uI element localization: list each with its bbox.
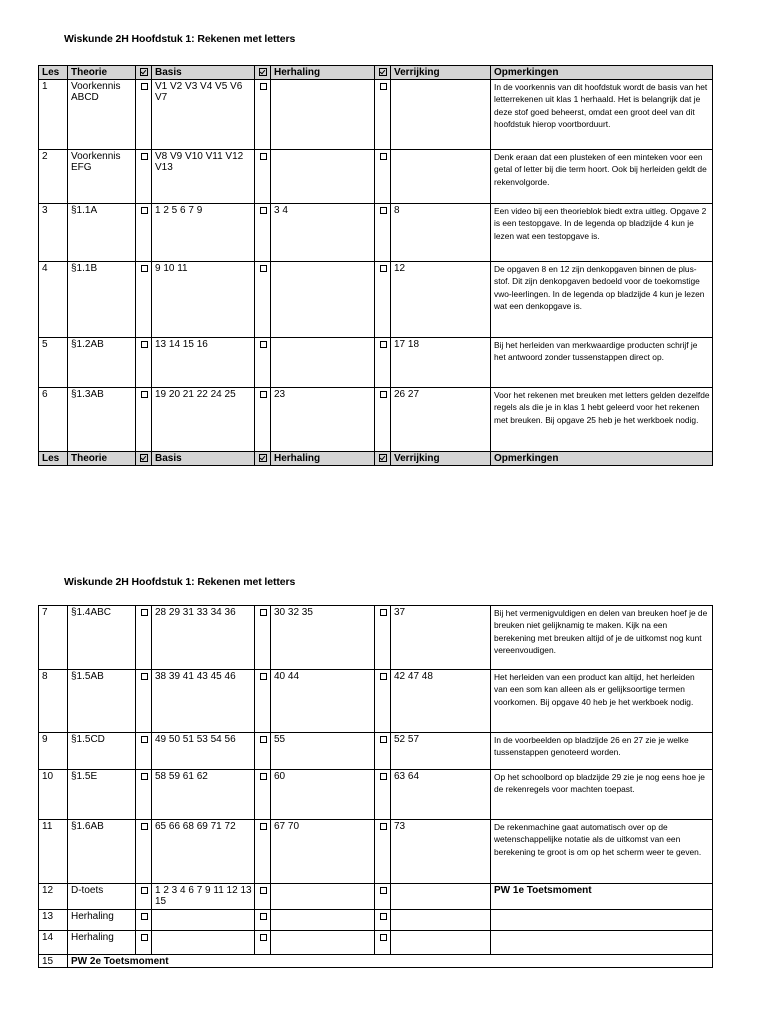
theorie-cell: Herhaling (68, 931, 136, 955)
checkbox-icon[interactable] (380, 736, 387, 743)
herhaling-cell: 40 44 (271, 670, 375, 733)
checked-checkbox-icon (140, 68, 148, 76)
opmerkingen-cell (491, 931, 713, 955)
checkbox-icon[interactable] (141, 83, 148, 90)
checkbox-icon[interactable] (260, 609, 267, 616)
verrijking-cell (391, 150, 491, 204)
verrijking-cell (391, 931, 491, 955)
verrijking-cell: 73 (391, 820, 491, 884)
herhaling-cell: 60 (271, 770, 375, 820)
checkbox-icon[interactable] (380, 609, 387, 616)
theorie-cell: §1.2AB (68, 338, 136, 388)
checked-checkbox-icon (259, 68, 267, 76)
theorie-cell: §1.5AB (68, 670, 136, 733)
checked-checkbox-icon (379, 68, 387, 76)
les-cell: 9 (39, 733, 68, 770)
table-row (39, 262, 713, 338)
theorie-cell: §1.6AB (68, 820, 136, 884)
table-row (39, 931, 713, 955)
les-cell: 1 (39, 80, 68, 150)
checkbox-icon[interactable] (260, 913, 267, 920)
header-opmerkingen: Opmerkingen (491, 66, 713, 80)
theorie-cell: D-toets (68, 884, 136, 910)
checked-checkbox-icon (259, 454, 267, 462)
les-cell: 15 (39, 955, 68, 968)
les-cell: 8 (39, 670, 68, 733)
herhaling-cell (271, 262, 375, 338)
table-header-row (39, 66, 713, 80)
basis-cell: V8 V9 V10 V11 V12 V13 (152, 150, 255, 204)
checkbox-icon[interactable] (260, 207, 267, 214)
basis-cell: V1 V2 V3 V4 V5 V6 V7 (152, 80, 255, 150)
verrijking-cell (391, 884, 491, 910)
opmerkingen-cell: Op het schoolbord op bladzijde 29 zie je nog eens hoe je de rekenregels voor machten toepast. (491, 770, 713, 820)
verrijking-cell: 8 (391, 204, 491, 262)
les-cell: 6 (39, 388, 68, 452)
theorie-cell: §1.1B (68, 262, 136, 338)
basis-cell: 58 59 61 62 (152, 770, 255, 820)
verrijking-cell: 42 47 48 (391, 670, 491, 733)
les-cell: 2 (39, 150, 68, 204)
checkbox-icon[interactable] (380, 887, 387, 894)
les-cell: 5 (39, 338, 68, 388)
opmerkingen-cell: Bij het herleiden van merkwaardige producten schrijf je het antwoord zonder tussenstappen direct op. (491, 338, 713, 388)
lesson-plan-table-2 (38, 605, 713, 968)
verrijking-cell (391, 910, 491, 931)
checkbox-icon[interactable] (380, 673, 387, 680)
checkbox-icon[interactable] (380, 773, 387, 780)
les-cell: 14 (39, 931, 68, 955)
checkbox-icon[interactable] (141, 153, 148, 160)
les-cell: 13 (39, 910, 68, 931)
page-title: Wiskunde 2H Hoofdstuk 1: Rekenen met letters (64, 33, 296, 45)
basis-cell: 9 10 11 (152, 262, 255, 338)
checkbox-icon[interactable] (260, 341, 267, 348)
header-verrijking: Verrijking (391, 66, 491, 80)
checkbox-icon[interactable] (141, 736, 148, 743)
basis-cell: 28 29 31 33 34 36 (152, 606, 255, 670)
les-cell: 12 (39, 884, 68, 910)
opmerkingen-cell: Bij het vermenigvuldigen en delen van breuken hoef je de breuken niet gelijknamig te maken. Kijk na een berekening met breuken altijd of je de uitkomst nog kunt vereenvoudigen. (491, 606, 713, 670)
les-cell: 11 (39, 820, 68, 884)
table-row (39, 606, 713, 670)
checkbox-icon[interactable] (380, 341, 387, 348)
checkbox-icon[interactable] (141, 609, 148, 616)
checkbox-icon[interactable] (380, 83, 387, 90)
table-row (39, 820, 713, 884)
basis-cell: 65 66 68 69 71 72 (152, 820, 255, 884)
table-row (39, 955, 713, 968)
checkbox-icon[interactable] (141, 913, 148, 920)
header-theorie: Theorie (68, 452, 136, 466)
checkbox-icon[interactable] (141, 391, 148, 398)
opmerkingen-cell: Denk eraan dat een plusteken of een minteken voor een getal of letter bij die term hoort. Ook bij herleiden geldt de rekenvolgorde. (491, 150, 713, 204)
opmerkingen-cell: De rekenmachine gaat automatisch over op de wetenschappelijke notatie als de uitkomst van een berekening te groot is om op het scherm weer te geven. (491, 820, 713, 884)
checkbox-icon[interactable] (380, 913, 387, 920)
basis-cell: 13 14 15 16 (152, 338, 255, 388)
opmerkingen-cell: PW 1e Toetsmoment (491, 884, 713, 910)
checkbox-icon[interactable] (141, 341, 148, 348)
les-cell: 4 (39, 262, 68, 338)
herhaling-cell: 67 70 (271, 820, 375, 884)
opmerkingen-cell: De opgaven 8 en 12 zijn denkopgaven binnen de plus-stof. Dit zijn denkopgaven bedoeld voor de toekomstige vwo-leerlingen. In de legenda op bladzijde 4 kun je lezen wat een denkopgave is. (491, 262, 713, 338)
les-cell: 7 (39, 606, 68, 670)
checkbox-icon[interactable] (380, 153, 387, 160)
herhaling-cell (271, 910, 375, 931)
herhaling-cell (271, 338, 375, 388)
herhaling-cell (271, 80, 375, 150)
checkbox-icon[interactable] (260, 887, 267, 894)
header-theorie: Theorie (68, 66, 136, 80)
verrijking-cell: 12 (391, 262, 491, 338)
herhaling-cell (271, 884, 375, 910)
checked-checkbox-icon (379, 454, 387, 462)
theorie-cell: §1.4ABC (68, 606, 136, 670)
opmerkingen-cell: Het herleiden van een product kan altijd, het herleiden van een som kan alleen als er gelijksoortige termen voorkomen. Bij opgave 40 heb je het werkboek nodig. (491, 670, 713, 733)
verrijking-cell: 63 64 (391, 770, 491, 820)
header-basis: Basis (152, 452, 255, 466)
checkbox-icon[interactable] (141, 265, 148, 272)
herhaling-cell: 30 32 35 (271, 606, 375, 670)
verrijking-cell: 37 (391, 606, 491, 670)
table-row (39, 150, 713, 204)
checkbox-icon[interactable] (260, 83, 267, 90)
theorie-cell: Voorkennis EFG (68, 150, 136, 204)
herhaling-cell: 55 (271, 733, 375, 770)
checkbox-icon[interactable] (380, 207, 387, 214)
opmerkingen-cell: Voor het rekenen met breuken met letters gelden dezelfde regels als die je in klas 1 hebt geleerd voor het rekenen met breuken. Bij opgave 25 heb je het werkboek nodig. (491, 388, 713, 452)
checkbox-icon[interactable] (260, 736, 267, 743)
herhaling-cell: 3 4 (271, 204, 375, 262)
theorie-cell: §1.5CD (68, 733, 136, 770)
header-verrijking: Verrijking (391, 452, 491, 466)
opmerkingen-cell: Een video bij een theorieblok biedt extra uitleg. Opgave 2 is een testopgave. In de legenda op bladzijde 4 kun je lezen wat een testopgave is. (491, 204, 713, 262)
les-cell: 3 (39, 204, 68, 262)
basis-cell: 49 50 51 53 54 56 (152, 733, 255, 770)
herhaling-cell (271, 931, 375, 955)
table-row (39, 770, 713, 820)
table-row (39, 388, 713, 452)
table-row (39, 733, 713, 770)
checkbox-icon[interactable] (380, 934, 387, 941)
theorie-cell: §1.5E (68, 770, 136, 820)
basis-cell: 1 2 3 4 6 7 9 11 12 13 15 (152, 884, 255, 910)
header-opmerkingen: Opmerkingen (491, 452, 713, 466)
les-cell: 10 (39, 770, 68, 820)
opmerkingen-cell: In de voorkennis van dit hoofdstuk wordt de basis van het letterrekenen uit klas 1 herhaald. Het is belangrijk dat je deze stof goed beheerst, omdat een groot deel van dit hoofdstuk hierop voortborduurt. (491, 80, 713, 150)
checkbox-icon[interactable] (260, 934, 267, 941)
basis-cell (152, 931, 255, 955)
checkbox-icon[interactable] (141, 773, 148, 780)
header-basis: Basis (152, 66, 255, 80)
opmerkingen-cell (491, 910, 713, 931)
checkbox-icon[interactable] (380, 391, 387, 398)
opmerkingen-cell: In de voorbeelden op bladzijde 26 en 27 zie je welke tussenstappen genoteerd worden. (491, 733, 713, 770)
basis-cell: 38 39 41 43 45 46 (152, 670, 255, 733)
checkbox-icon[interactable] (141, 934, 148, 941)
checkbox-icon[interactable] (380, 823, 387, 830)
lesson-plan-table-1 (38, 65, 713, 466)
basis-cell: 19 20 21 22 24 25 (152, 388, 255, 452)
verrijking-cell: 17 18 (391, 338, 491, 388)
basis-cell: 1 2 5 6 7 9 (152, 204, 255, 262)
theorie-cell: Voorkennis ABCD (68, 80, 136, 150)
verrijking-cell (391, 80, 491, 150)
checkbox-icon[interactable] (260, 823, 267, 830)
table-row (39, 910, 713, 931)
checkbox-icon[interactable] (260, 673, 267, 680)
checkbox-icon[interactable] (141, 823, 148, 830)
table-row (39, 670, 713, 733)
checkbox-icon[interactable] (260, 773, 267, 780)
verrijking-cell: 26 27 (391, 388, 491, 452)
theorie-cell: §1.3AB (68, 388, 136, 452)
header-herhaling: Herhaling (271, 452, 375, 466)
table-row (39, 80, 713, 150)
theorie-cell: §1.1A (68, 204, 136, 262)
page-title: Wiskunde 2H Hoofdstuk 1: Rekenen met letters (64, 576, 296, 588)
basis-cell (152, 910, 255, 931)
checkbox-icon[interactable] (141, 887, 148, 894)
theorie-cell: Herhaling (68, 910, 136, 931)
checkbox-icon[interactable] (141, 673, 148, 680)
checked-checkbox-icon (140, 454, 148, 462)
header-herhaling: Herhaling (271, 66, 375, 80)
checkbox-icon[interactable] (260, 391, 267, 398)
table-footer-row (39, 452, 713, 466)
herhaling-cell: 23 (271, 388, 375, 452)
final-row-text: PW 2e Toetsmoment (68, 955, 713, 968)
herhaling-cell (271, 150, 375, 204)
header-les: Les (39, 66, 68, 80)
table-row (39, 884, 713, 910)
verrijking-cell: 52 57 (391, 733, 491, 770)
checkbox-icon[interactable] (260, 153, 267, 160)
checkbox-icon[interactable] (141, 207, 148, 214)
table-row (39, 338, 713, 388)
checkbox-icon[interactable] (380, 265, 387, 272)
table-row (39, 204, 713, 262)
checkbox-icon[interactable] (260, 265, 267, 272)
header-les: Les (39, 452, 68, 466)
